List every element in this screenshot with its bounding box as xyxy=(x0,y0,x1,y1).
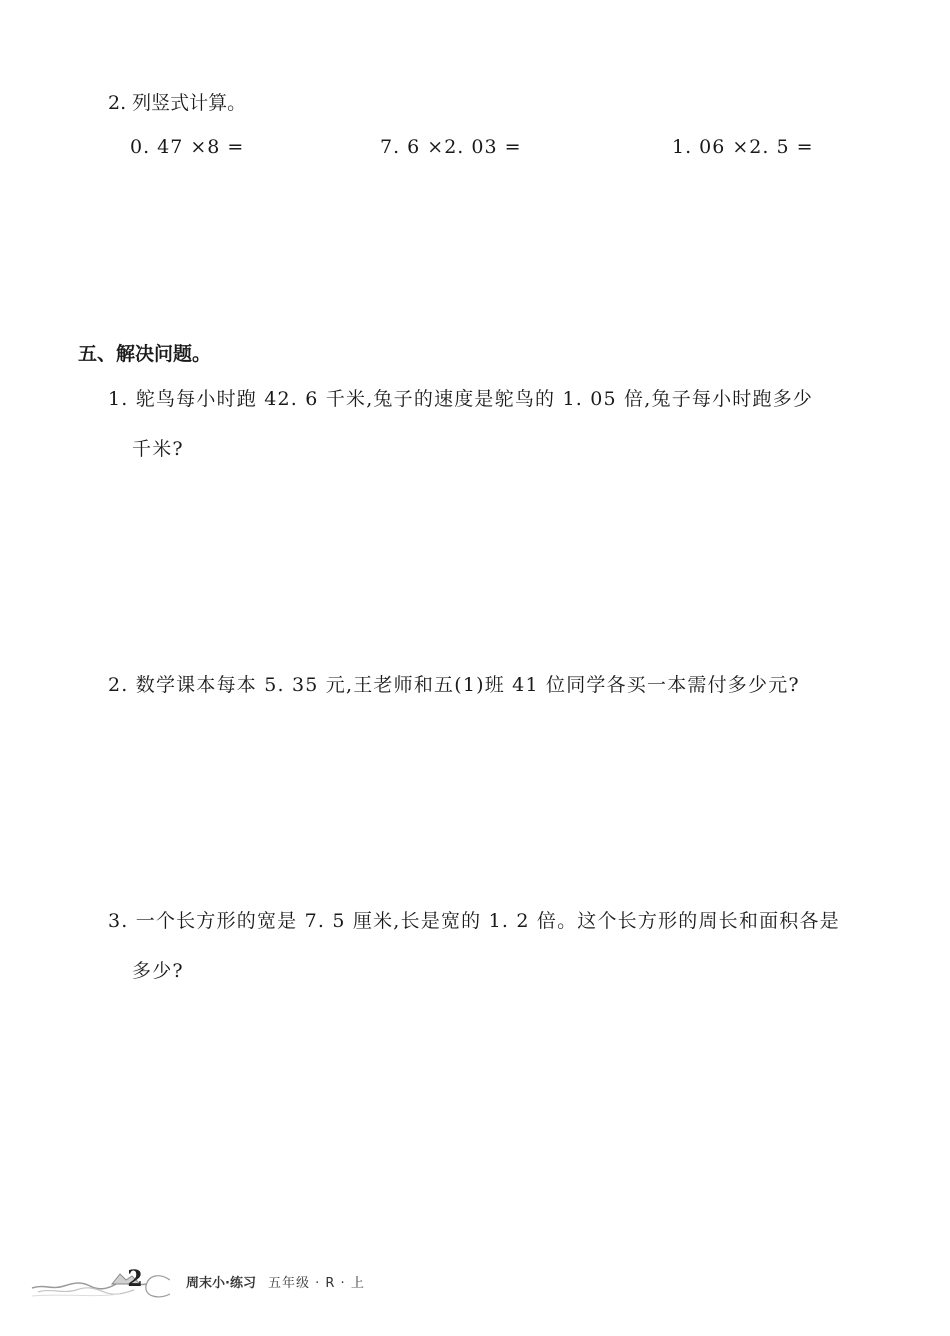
book-title: 周末小·练习 xyxy=(186,1276,256,1291)
problem-1-line-1: 1. 鸵鸟每小时跑 42. 6 千米,兔子的速度是鸵鸟的 1. 05 倍,兔子每小时跑多少 xyxy=(108,388,814,410)
expression-3: 1. 06 ×2. 5 = xyxy=(672,136,814,158)
expression-1: 0. 47 ×8 = xyxy=(130,136,245,158)
mountain-wave-decoration-icon xyxy=(30,1262,170,1302)
page-number: 2 xyxy=(127,1266,143,1292)
section-5-heading: 五、解决问题。 xyxy=(78,343,212,365)
expression-2: 7. 6 ×2. 03 = xyxy=(380,136,522,158)
problem-3-line-1: 3. 一个长方形的宽是 7. 5 厘米,长是宽的 1. 2 倍。这个长方形的周长和面积各是 xyxy=(108,910,840,932)
problem-2-line-1: 2. 数学课本每本 5. 35 元,王老师和五(1)班 41 位同学各买一本需付多少元? xyxy=(108,674,800,696)
problem-3-line-2: 多少? xyxy=(132,960,184,982)
problem-1-line-2: 千米? xyxy=(132,438,184,460)
grade-info: 五年级 · R · 上 xyxy=(268,1276,365,1291)
section-2-label: 2. 列竖式计算。 xyxy=(108,92,247,114)
